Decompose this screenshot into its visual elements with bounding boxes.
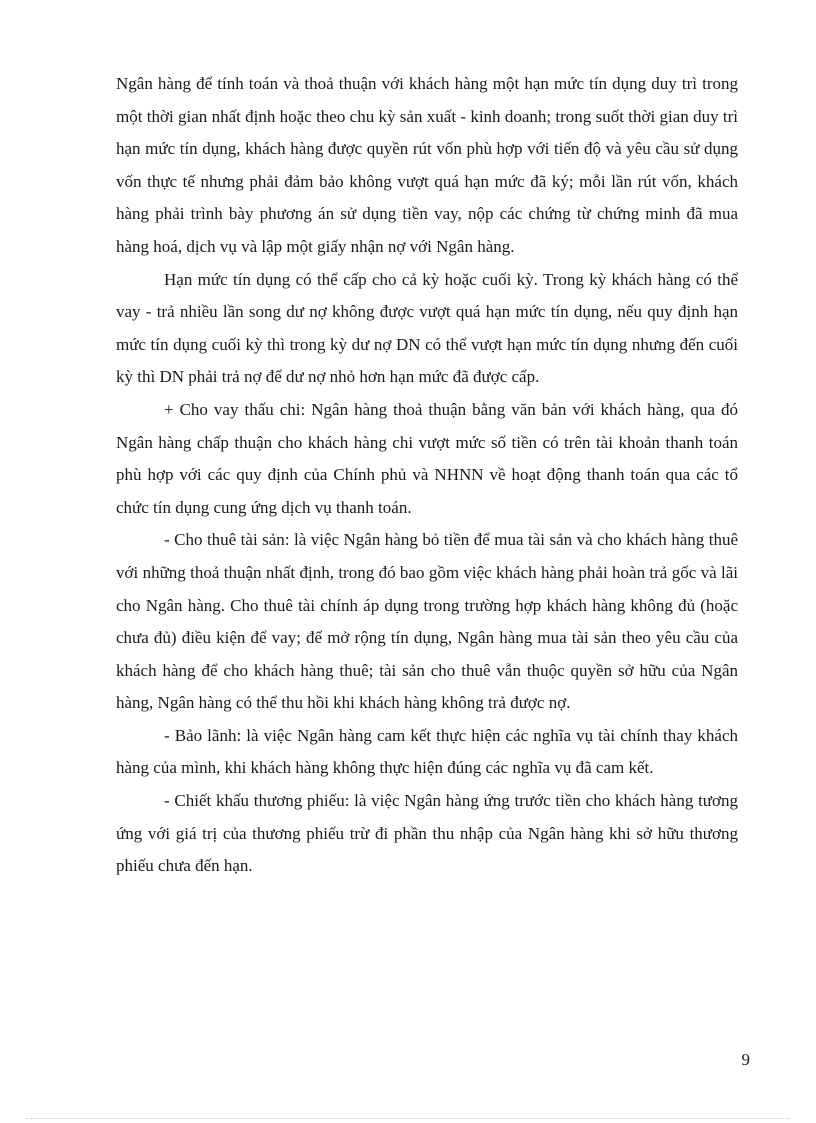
- paragraph-overdraft: + Cho vay thấu chi: Ngân hàng thoả thuận bằng văn bản với khách hàng, qua đó Ngân hàng chấp thuận cho khách hàng chi vượt mức số tiền có trên tài khoản thanh toán phù hợp với các quy định của Chính phủ và NHNN về hoạt động thanh toán qua các tổ chức tín dụng cung ứng dịch vụ thanh toán.: [116, 399, 738, 517]
- paragraph-credit-limit: Hạn mức tín dụng có thể cấp cho cả kỳ hoặc cuối kỳ. Trong kỳ khách hàng có thể vay - trả nhiều lần song dư nợ không được vượt quá hạn mức tín dụng, nếu quy định hạn mức tín dụng cuối kỳ thì trong kỳ dư nợ DN có thể vượt hạn mức tín dụng nhưng đến cuối kỳ thì DN phải trả nợ để dư nợ nhỏ hơn hạn mức đã được cấp.: [116, 269, 738, 387]
- paragraph-continuation: Ngân hàng để tính toán và thoả thuận với khách hàng một hạn mức tín dụng duy trì trong một thời gian nhất định hoặc theo chu kỳ sản xuất - kinh doanh; trong suốt thời gian duy trì hạn mức tín dụng, khách hàng được quyền rút vốn phù hợp với tiến độ và yêu cầu sử dụng vốn thực tế nhưng phải đảm bảo không vượt quá hạn mức đã ký; mỗi lần rút vốn, khách hàng phải trình bày phương án sử dụng tiền vay, nộp các chứng từ chứng minh đã mua hàng hoá, dịch vụ và lập một giấy nhận nợ với Ngân hàng.: [116, 74, 738, 256]
- page-bottom-divider: [26, 1118, 790, 1119]
- paragraph-guarantee: - Bảo lãnh: là việc Ngân hàng cam kết thực hiện các nghĩa vụ tài chính thay khách hàng của mình, khi khách hàng không thực hiện đúng các nghĩa vụ đã cam kết.: [116, 725, 738, 778]
- paragraph-discounting: - Chiết khấu thương phiếu: là việc Ngân hàng ứng trước tiền cho khách hàng tương ứng với giá trị của thương phiếu trừ đi phần thu nhập của Ngân hàng khi sở hữu thương phiếu chưa đến hạn.: [116, 791, 738, 876]
- paragraph-leasing: - Cho thuê tài sản: là việc Ngân hàng bỏ tiền để mua tài sản và cho khách hàng thuê với những thoả thuận nhất định, trong đó bao gồm việc khách hàng phải hoàn trả gốc và lãi cho Ngân hàng. Cho thuê tài chính áp dụng trong trường hợp khách hàng không đủ (hoặc chưa đủ) điều kiện để vay; để mở rộng tín dụng, Ngân hàng mua tài sản theo yêu cầu của khách hàng để cho khách hàng thuê; tài sản cho thuê vẫn thuộc quyền sở hữu của Ngân hàng, Ngân hàng có thể thu hồi khi khách hàng không trả được nợ.: [116, 530, 738, 713]
- page-number: 9: [741, 1050, 750, 1069]
- document-body: [116, 68, 738, 883]
